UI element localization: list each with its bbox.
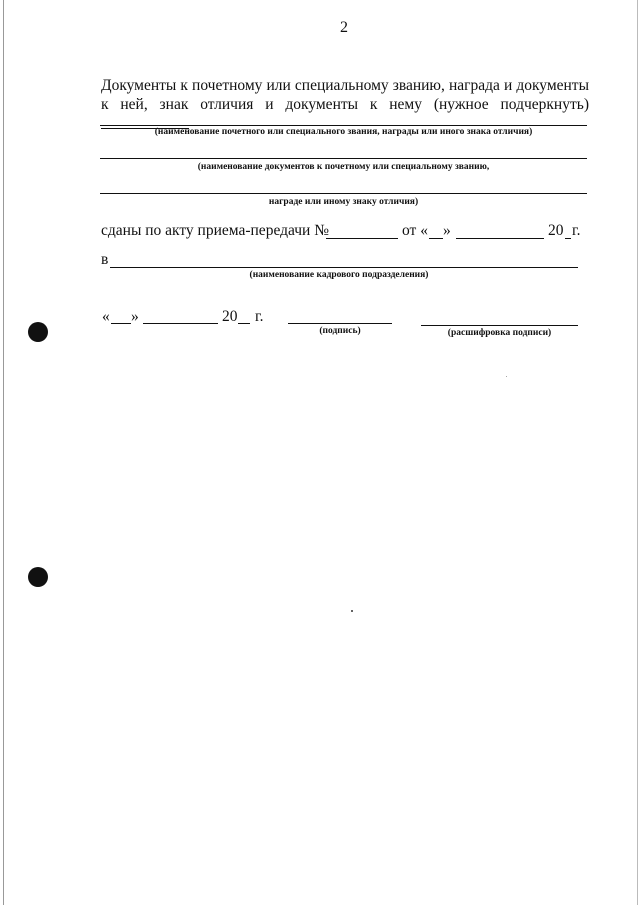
documents-caption-line2: награде или иному знаку отличия) bbox=[268, 197, 419, 207]
from-date-label: от « bbox=[402, 222, 428, 239]
scan-edge-left bbox=[3, 0, 4, 905]
signature-field[interactable] bbox=[288, 323, 392, 324]
scan-speck bbox=[506, 376, 507, 377]
transfer-act-label: сданы по акту приема-передачи № bbox=[101, 222, 330, 239]
signature-decode-field[interactable] bbox=[421, 325, 578, 326]
page-number: 2 bbox=[340, 19, 348, 36]
signature-caption: (подпись) bbox=[319, 326, 361, 336]
award-name-field[interactable] bbox=[100, 125, 587, 126]
act-year-suffix: г. bbox=[572, 222, 581, 239]
department-prefix: в bbox=[101, 251, 109, 268]
documents-caption-line1: (наименование документов к почетному или специальному званию, bbox=[197, 162, 490, 172]
sign-day-field[interactable] bbox=[111, 323, 131, 324]
sign-year-prefix: 20 bbox=[222, 308, 238, 325]
act-day-field[interactable] bbox=[429, 238, 443, 239]
form-heading-text: Документы к почетному или специальному званию, награда и документы к ней, знак отличия и документы к нему (нужное подчеркнуть) bbox=[101, 77, 589, 113]
department-field[interactable] bbox=[110, 267, 578, 268]
act-year-prefix: 20 bbox=[548, 222, 564, 239]
documents-field-line1[interactable] bbox=[100, 158, 587, 159]
from-date-quote-close: » bbox=[443, 222, 451, 239]
signature-decode-caption: (расшифровка подписи) bbox=[447, 328, 552, 338]
act-month-field[interactable] bbox=[456, 238, 544, 239]
scan-speck bbox=[351, 610, 353, 612]
scan-edge-right bbox=[637, 0, 638, 905]
award-name-caption: (наименование почетного или специального звания, награды или иного знака отличия) bbox=[154, 127, 533, 137]
sign-year-suffix: г. bbox=[255, 308, 264, 325]
act-number-field[interactable] bbox=[326, 238, 398, 239]
sign-year-field[interactable] bbox=[238, 323, 250, 324]
act-year-field[interactable] bbox=[565, 238, 571, 239]
documents-field-line2[interactable] bbox=[100, 193, 587, 194]
punch-hole-upper bbox=[28, 322, 48, 342]
punch-hole-lower bbox=[28, 567, 48, 587]
department-caption: (наименование кадрового подразделения) bbox=[249, 270, 429, 280]
sign-date-open: « bbox=[102, 308, 110, 325]
sign-month-field[interactable] bbox=[143, 323, 218, 324]
sign-date-close: » bbox=[131, 308, 139, 325]
